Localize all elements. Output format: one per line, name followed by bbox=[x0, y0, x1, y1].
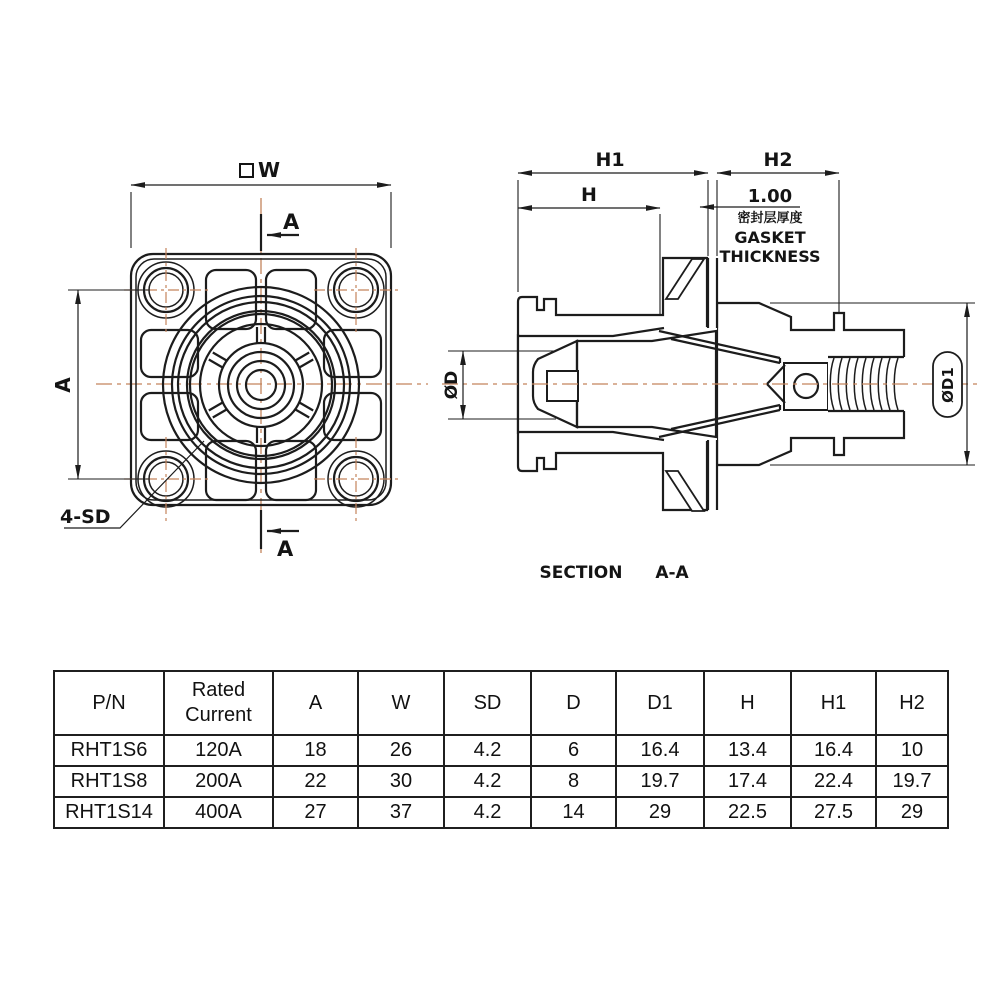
table-cell: 16.4 bbox=[791, 735, 876, 766]
table-cell: 8 bbox=[531, 766, 616, 797]
spec-table bbox=[53, 670, 949, 829]
rear-cavity bbox=[767, 363, 828, 410]
table-cell: 37 bbox=[358, 797, 444, 828]
gasket-note bbox=[700, 186, 821, 266]
section-view bbox=[442, 149, 978, 583]
table-cell: 4.2 bbox=[444, 766, 531, 797]
section-arrow-top-label: A bbox=[283, 210, 300, 234]
table-cell: 6 bbox=[531, 735, 616, 766]
col-header: Rated Current bbox=[164, 671, 273, 735]
col-header: H1 bbox=[791, 671, 876, 735]
table-cell: 120A bbox=[164, 735, 273, 766]
table-cell: 10 bbox=[876, 735, 948, 766]
holes-note-label: 4-SD bbox=[60, 506, 111, 528]
table-cell: 17.4 bbox=[704, 766, 791, 797]
col-header: H bbox=[704, 671, 791, 735]
table-row bbox=[54, 766, 948, 797]
table-cell: 22.4 bbox=[791, 766, 876, 797]
dim-a-label: A bbox=[51, 377, 75, 393]
table-cell: 22.5 bbox=[704, 797, 791, 828]
dim-h2-label: H2 bbox=[763, 149, 793, 171]
col-header: D bbox=[531, 671, 616, 735]
gasket-label-cn: 密封层厚度 bbox=[737, 211, 803, 226]
gasket-value: 1.00 bbox=[747, 186, 793, 207]
gasket-label-en-1: GASKET bbox=[734, 228, 806, 247]
table-cell: 13.4 bbox=[704, 735, 791, 766]
table-cell: 22 bbox=[273, 766, 358, 797]
section-caption-word: SECTION bbox=[539, 563, 623, 583]
col-header: SD bbox=[444, 671, 531, 735]
table-cell: 27 bbox=[273, 797, 358, 828]
table-cell: 4.2 bbox=[444, 735, 531, 766]
table-cell: 29 bbox=[616, 797, 704, 828]
table-cell: 29 bbox=[876, 797, 948, 828]
table-header-row bbox=[54, 671, 948, 735]
dimension-h1 bbox=[518, 149, 708, 292]
dim-h1-label: H1 bbox=[595, 149, 625, 171]
table-cell: 26 bbox=[358, 735, 444, 766]
table-cell: RHT1S14 bbox=[54, 797, 164, 828]
table-cell: 19.7 bbox=[616, 766, 704, 797]
table-cell: 200A bbox=[164, 766, 273, 797]
socket-slot bbox=[547, 371, 578, 401]
square-symbol bbox=[240, 164, 253, 177]
table-cell: 19.7 bbox=[876, 766, 948, 797]
dim-d-label: ØD bbox=[442, 370, 462, 400]
dimension-h bbox=[518, 184, 660, 314]
section-caption-id: A-A bbox=[655, 563, 689, 583]
col-header: P/N bbox=[54, 671, 164, 735]
dim-w-label: W bbox=[258, 158, 281, 182]
flange-bolt-channel bbox=[666, 259, 704, 299]
col-header: A bbox=[273, 671, 358, 735]
table-row bbox=[54, 797, 948, 828]
table-cell: 400A bbox=[164, 797, 273, 828]
section-caption bbox=[540, 563, 690, 583]
flange-bolt-channel bbox=[666, 471, 704, 511]
table-cell: RHT1S6 bbox=[54, 735, 164, 766]
dim-d1-label: ØD1 bbox=[939, 367, 957, 403]
col-header: W bbox=[358, 671, 444, 735]
table-row bbox=[54, 735, 948, 766]
table-cell: 27.5 bbox=[791, 797, 876, 828]
table-cell: 4.2 bbox=[444, 797, 531, 828]
table-cell: 16.4 bbox=[616, 735, 704, 766]
col-header: D1 bbox=[616, 671, 704, 735]
dim-h-label: H bbox=[581, 184, 597, 206]
table-cell: 14 bbox=[531, 797, 616, 828]
table-cell: RHT1S8 bbox=[54, 766, 164, 797]
gasket-label-en-2: THICKNESS bbox=[719, 247, 821, 266]
section-arrow-bottom-label: A bbox=[277, 537, 294, 561]
set-screw-hole bbox=[794, 374, 818, 398]
front-view bbox=[51, 158, 428, 561]
table-cell: 30 bbox=[358, 766, 444, 797]
col-header: H2 bbox=[876, 671, 948, 735]
table-cell: 18 bbox=[273, 735, 358, 766]
